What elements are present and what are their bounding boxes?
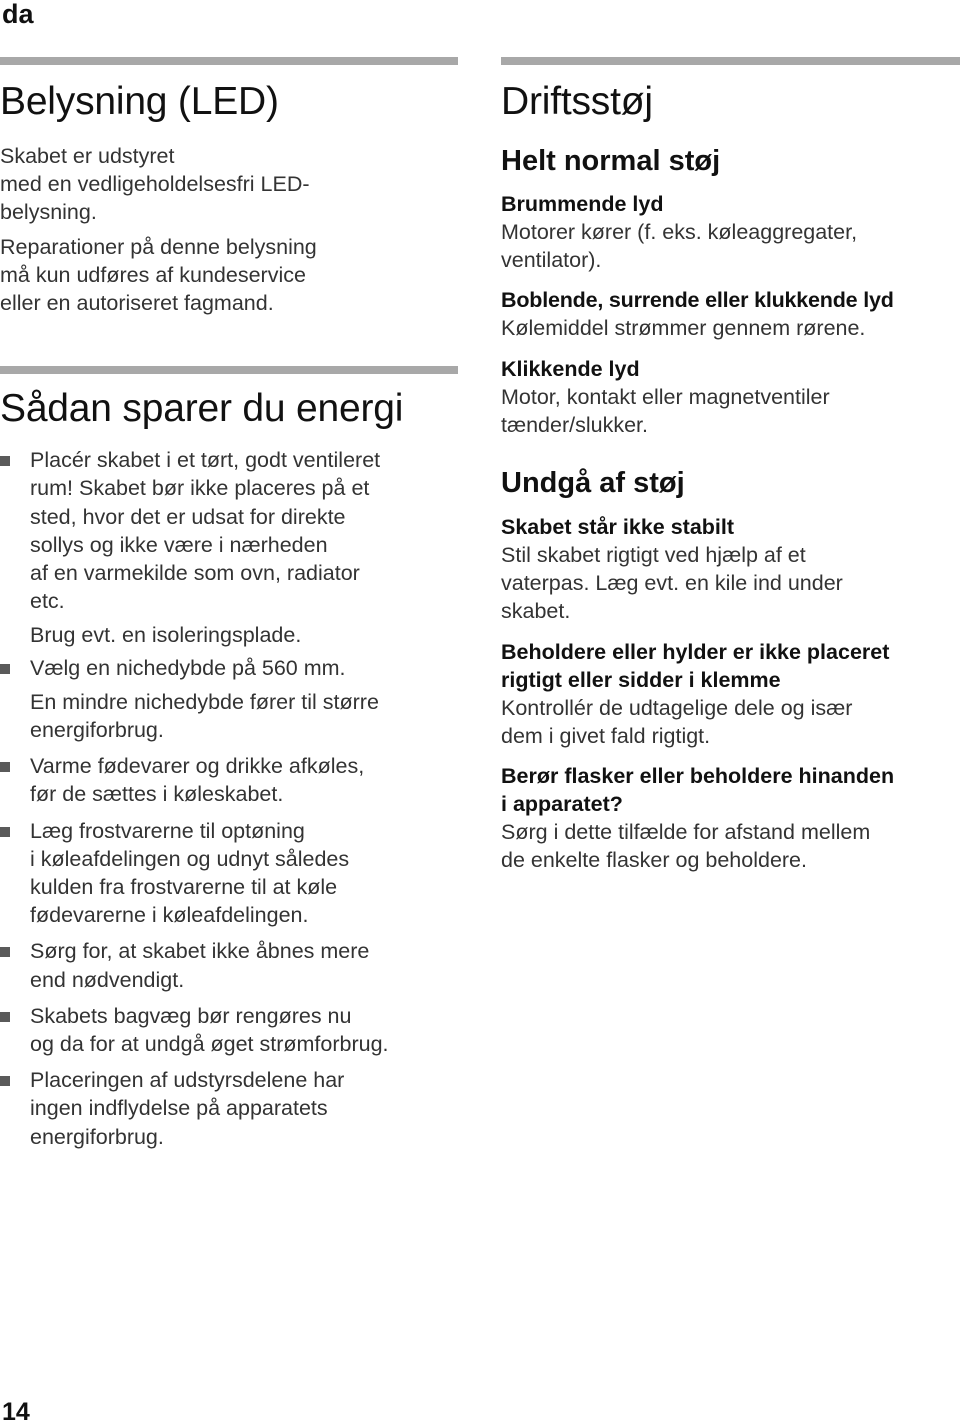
list-item	[0, 1066, 458, 1151]
noise-item-text: Motorer kører (f. eks. køleaggregater, ventilator).	[501, 220, 858, 273]
section-rule	[0, 366, 458, 374]
section-title-driftsstoej: Driftsstøj	[501, 80, 653, 123]
section-title-belysning: Belysning (LED)	[0, 80, 279, 123]
square-bullet-icon	[0, 762, 10, 772]
list-item-text: Skabets bagvæg bør rengøres nu og da for at undgå øget strømforbrug.	[30, 1003, 389, 1057]
noise-item-text: Motor, kontakt eller magnetventiler tænder/slukker.	[501, 384, 830, 437]
noise-item	[501, 355, 960, 439]
text-line: med en vedligeholdelsesfri LED-	[0, 172, 310, 197]
noise-item-title: Beholdere eller hylder er ikke placeret rigtigt eller sidder i klemme	[501, 639, 890, 692]
square-bullet-icon	[0, 1012, 10, 1022]
noise-item-text: Stil skabet rigtigt ved hjælp af et vaterpas. Læg evt. en kile ind under skabet.	[501, 543, 843, 624]
subheading-undgaa: Undgå af støj	[501, 467, 685, 500]
paragraph	[0, 142, 458, 227]
noise-item	[501, 513, 960, 626]
noise-item-title: Klikkende lyd	[501, 356, 640, 381]
section-energi	[0, 366, 458, 1151]
noise-item-title: Boblende, surrende eller klukkende lyd	[501, 288, 894, 313]
list-item-note: Brug evt. en isoleringsplade.	[30, 623, 302, 648]
page-number: 14	[2, 1398, 30, 1426]
noise-item-text: Kølemiddel strømmer gennem rørene.	[501, 316, 866, 341]
section-title-energi: Sådan sparer du energi	[0, 387, 404, 431]
section-rule	[0, 57, 458, 65]
text-line: Reparationer på denne belysning	[0, 234, 317, 259]
noise-item-text: Kontrollér de udtagelige dele og især dem i givet fald rigtigt.	[501, 695, 853, 748]
paragraph	[0, 233, 458, 318]
noise-item-title: Brummende lyd	[501, 192, 664, 216]
list-item-text: Læg frostvarerne til optøning i køleafdelingen og udnyt således kulden fra frostvarerne til at køle fødevarerne i køleafdelingen.	[30, 818, 350, 928]
list-item	[0, 937, 458, 993]
square-bullet-icon	[0, 456, 10, 466]
noise-item	[501, 762, 960, 874]
noise-item	[501, 638, 960, 750]
square-bullet-icon	[0, 664, 10, 674]
noise-item-title: Skabet står ikke stabilt	[501, 515, 735, 540]
list-item-note: En mindre nichedybde fører til større energiforbrug.	[30, 689, 379, 743]
noise-item-text: Sørg i dette tilfælde for afstand mellem de enkelte flasker og beholdere.	[501, 820, 871, 873]
text-line: Skabet er udstyret	[0, 144, 175, 168]
list-item-text: Varme fødevarer og drikke afkøles, før de sættes i køleskabet.	[30, 754, 365, 807]
noise-item	[501, 286, 960, 342]
noise-item-title: Berør flasker eller beholdere hinanden i apparatet?	[501, 764, 895, 817]
list-item-text: Sørg for, at skabet ikke åbnes mere end nødvendigt.	[30, 939, 370, 992]
square-bullet-icon	[0, 827, 10, 837]
list-item-text: Placeringen af udstyrsdelene har ingen indflydelse på apparatets energiforbrug.	[30, 1068, 345, 1149]
text-line: må kun udføres af kundeservice	[0, 262, 306, 287]
right-column	[501, 57, 960, 874]
energy-tips-list	[0, 446, 458, 1151]
list-item	[0, 446, 458, 649]
list-item	[0, 654, 458, 745]
list-item-text: Vælg en nichedybde på 560 mm.	[30, 655, 346, 680]
section-rule	[501, 57, 960, 65]
list-item	[0, 1002, 458, 1058]
text-line: eller en autoriseret fagmand.	[0, 291, 274, 316]
list-item	[0, 752, 458, 808]
left-column	[0, 57, 458, 1151]
section-belysning	[0, 57, 458, 317]
list-item-text: Placér skabet i et tørt, godt ventileret rum! Skabet bør ikke placeres på et sted, hvor det er udsat for direkte sollys og ikke være i nærheden af en varmekilde som ovn, radiator etc.	[30, 448, 381, 614]
list-item	[0, 817, 458, 930]
subheading-normal: Helt normal støj	[501, 145, 721, 177]
language-code: da	[2, 0, 34, 29]
square-bullet-icon	[0, 947, 10, 957]
noise-item	[501, 190, 960, 274]
square-bullet-icon	[0, 1076, 10, 1086]
text-line: belysning.	[0, 200, 97, 225]
